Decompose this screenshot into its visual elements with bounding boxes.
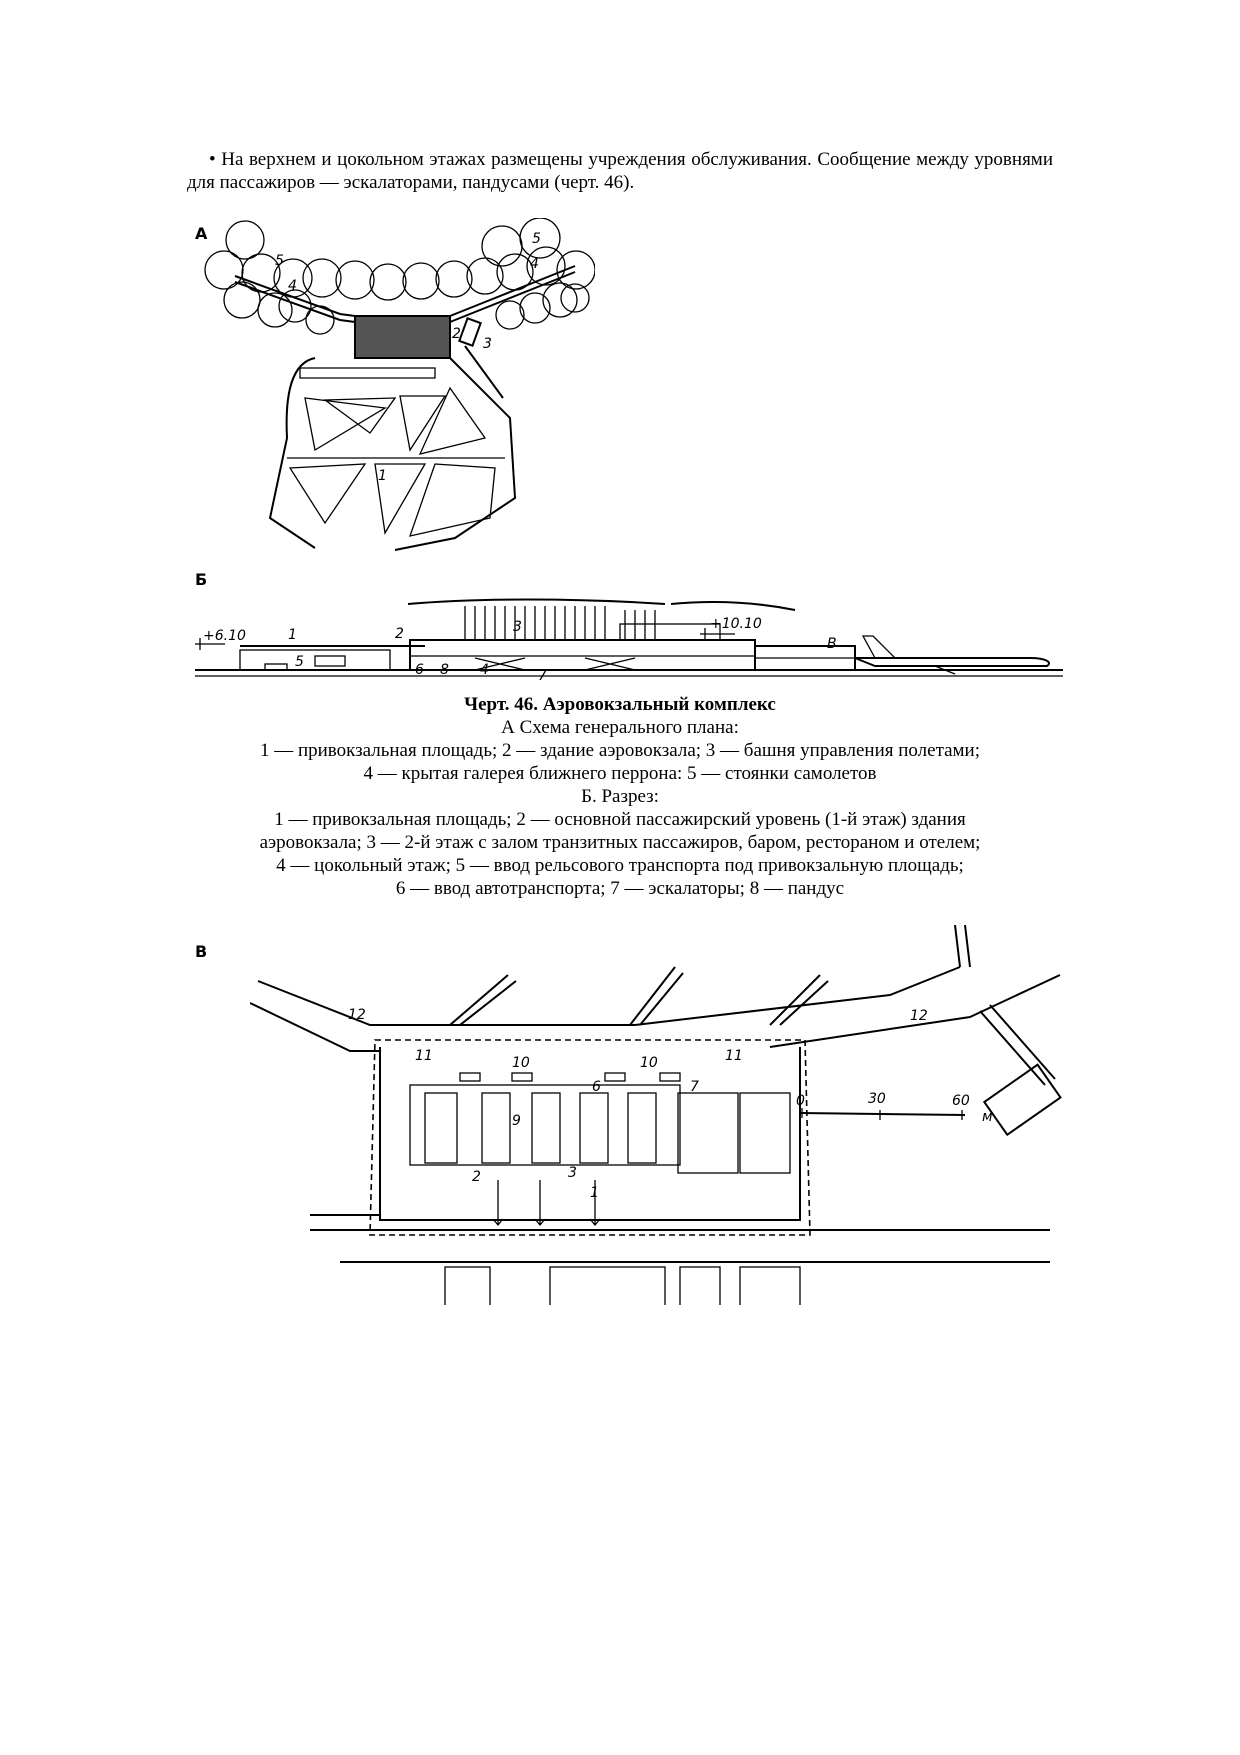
label-b-8: 8 xyxy=(440,662,449,678)
level-left: +6.10 xyxy=(203,628,246,644)
label-v-3: 3 xyxy=(568,1165,577,1181)
label-v-12-left: 12 xyxy=(348,1007,366,1023)
intro-paragraph: • На верхнем и цокольном этажах размещены учреждения обслуживания. Сообщение между уровнями для пассажиров — эскалаторами, пандусами (черт. 46). xyxy=(187,149,1053,193)
label-a-1: 1 xyxy=(378,468,387,484)
label-v-7: 7 xyxy=(690,1079,699,1095)
caption-line: 6 — ввод автотранспорта; 7 — эскалаторы; 8 — пандус xyxy=(395,878,845,899)
caption-title: Черт. 46. Аэровокзальный комплекс xyxy=(464,694,776,715)
figure-caption xyxy=(160,693,1080,900)
label-b-7: 7 xyxy=(538,668,547,680)
label-v-6: 6 xyxy=(592,1079,601,1095)
caption-line: 4 — крытая галерея ближнего перрона: 5 — стоянки самолетов xyxy=(363,763,877,784)
label-b-2: 2 xyxy=(395,626,404,642)
figure-v-letter: В xyxy=(195,942,208,961)
caption-line: А Схема генерального плана: xyxy=(501,717,739,738)
scale-tick-60: 60 xyxy=(952,1093,970,1109)
label-v-9: 9 xyxy=(512,1113,521,1129)
figure-a-site-plan xyxy=(195,218,595,568)
label-a-4-left: 4 xyxy=(288,278,297,294)
scale-unit: м xyxy=(982,1109,993,1125)
label-a-2: 2 xyxy=(452,326,461,342)
caption-line: 1 — привокзальная площадь; 2 — основной пассажирский уровень (1-й этаж) здания xyxy=(274,809,966,830)
figure-v-floor-plan xyxy=(250,925,1070,1305)
label-b-4: 4 xyxy=(480,662,489,678)
label-b-v: B xyxy=(827,636,837,652)
caption-line: Б. Разрез: xyxy=(581,786,659,807)
label-v-11-left: 11 xyxy=(415,1048,433,1064)
label-v-10-right: 10 xyxy=(640,1055,658,1071)
caption-line: 1 — привокзальная площадь; 2 — здание аэровокзала; 3 — башня управления полетами; xyxy=(259,740,981,761)
label-a-4-right: 4 xyxy=(530,256,539,272)
figure-b-section xyxy=(195,598,1065,680)
caption-line: аэровокзала; 3 — 2-й этаж с залом транзитных пассажиров, баром, рестораном и отелем; xyxy=(259,832,981,853)
label-v-10-left: 10 xyxy=(512,1055,530,1071)
label-v-1: 1 xyxy=(590,1185,599,1201)
scale-tick-0: 0 xyxy=(796,1093,805,1109)
label-v-11-right: 11 xyxy=(725,1048,743,1064)
label-b-1: 1 xyxy=(288,627,297,643)
figure-b-letter: Б xyxy=(195,570,208,589)
caption-line: 4 — цокольный этаж; 5 — ввод рельсового транспорта под привокзальную площадь; xyxy=(276,855,964,876)
label-a-5-left: 5 xyxy=(275,253,284,269)
figure-a-letter: А xyxy=(195,224,208,243)
label-b-5: 5 xyxy=(295,654,304,670)
label-b-6: 6 xyxy=(415,662,424,678)
label-a-5-right: 5 xyxy=(532,231,541,247)
label-a-3: 3 xyxy=(483,336,492,352)
scale-tick-30: 30 xyxy=(868,1091,886,1107)
label-v-2: 2 xyxy=(472,1169,481,1185)
label-v-12-right: 12 xyxy=(910,1008,928,1024)
level-right: +10.10 xyxy=(710,616,762,632)
label-b-3: 3 xyxy=(513,619,522,635)
